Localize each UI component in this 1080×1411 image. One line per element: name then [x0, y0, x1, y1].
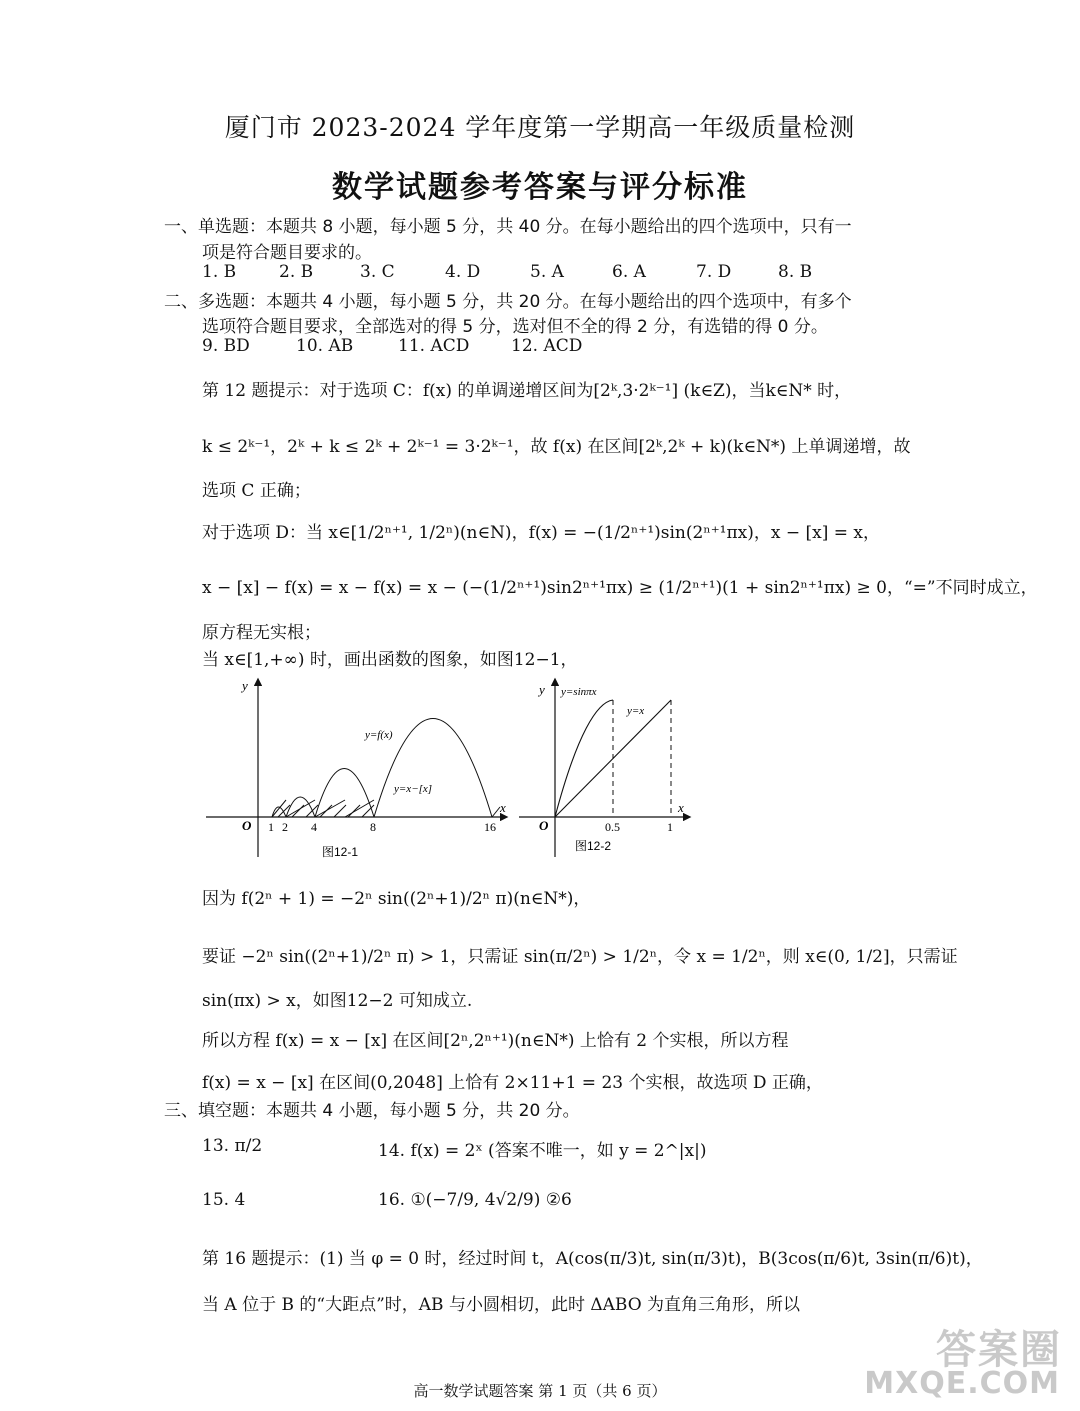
answer-1: 1. B	[202, 262, 237, 282]
answer-16: 16. ①(−7/9, 4√2/9) ②6	[378, 1190, 572, 1210]
hint12-line7: 当 x∈[1,+∞) 时，画出函数的图象，如图12−1，	[202, 650, 578, 670]
fig1-x-label: x	[500, 800, 506, 815]
hint12-line9: 要证 −2ⁿ sin((2ⁿ+1)/2ⁿ π) > 1，只需证 sin(π/2ⁿ) > 1/2ⁿ，令 x = 1/2ⁿ，则 x∈(0, 1/2]，只需证	[202, 947, 958, 967]
figure-12-2	[515, 672, 695, 862]
watermark-url: MXQE.COM	[864, 1366, 1060, 1401]
hint12-line6: 原方程无实根；	[202, 623, 321, 643]
page-footer: 高一数学试题答案 第 1 页（共 6 页）	[413, 1382, 667, 1400]
answer-10: 10. AB	[296, 336, 354, 356]
hint16-line2: 当 A 位于 B 的“大距点”时，AB 与小圆相切，此时 ΔABO 为直角三角形，所以	[202, 1295, 801, 1315]
hint12-line1: 第 12 题提示：对于选项 C：f(x) 的单调递增区间为[2ᵏ,3·2ᵏ⁻¹] (k∈Z)，当k∈N* 时，	[202, 381, 852, 401]
section3-heading: 三、填空题：本题共 4 小题，每小题 5 分，共 20 分。	[164, 1101, 580, 1121]
fig2-x-label: x	[678, 800, 684, 815]
fig2-sin-label: y=sinπx	[561, 686, 597, 698]
page-subtitle: 数学试题参考答案与评分标准	[332, 170, 748, 205]
fig1-caption: 图12-1	[322, 845, 359, 859]
hint12-line11: 所以方程 f(x) = x − [x] 在区间[2ⁿ,2ⁿ⁺¹)(n∈N*) 上恰有 2 个实根，所以方程	[202, 1031, 789, 1051]
hint12-line3: 选项 C 正确；	[202, 481, 311, 501]
fig2-origin: O	[539, 818, 549, 833]
fig2-line-label: y=x	[627, 705, 645, 717]
hint12-line12: f(x) = x − [x] 在区间(0,2048] 上恰有 2×11+1 = 23 个实根，故选项 D 正确，	[202, 1073, 823, 1093]
answer-8: 8. B	[778, 262, 813, 282]
answer-3: 3. C	[360, 262, 395, 282]
hint12-line4: 对于选项 D：当 x∈[1/2ⁿ⁺¹, 1/2ⁿ)(n∈N)，f(x) = −(1/2ⁿ⁺¹)sin(2ⁿ⁺¹πx)，x − [x] = x，	[202, 523, 880, 543]
fig2-caption: 图12-2	[575, 839, 612, 853]
fig1-origin: O	[242, 818, 252, 833]
fig1-fx-label: y=f(x)	[365, 729, 393, 741]
answer-13: 13. π/2	[202, 1136, 263, 1156]
fig2-tick-1: 1	[667, 820, 673, 834]
answer-7: 7. D	[696, 262, 732, 282]
page-title: 厦门市 2023-2024 学年度第一学期高一年级质量检测	[224, 113, 856, 142]
fig2-tick-0.5: 0.5	[605, 820, 620, 834]
fig1-tick-1: 1	[268, 820, 274, 834]
hint12-line5: x − [x] − f(x) = x − f(x) = x − (−(1/2ⁿ⁺¹)sin2ⁿ⁺¹πx) ≥ (1/2ⁿ⁺¹)(1 + sin2ⁿ⁺¹πx) ≥ 0，“=”不同时成立，	[202, 578, 1038, 598]
fig1-tick-16: 16	[484, 820, 496, 834]
fig1-tick-2: 2	[282, 820, 288, 834]
fig2-y-label: y	[539, 682, 545, 697]
section1-heading: 一、单选题：本题共 8 小题，每小题 5 分，共 40 分。在每小题给出的四个选项中，只有一	[164, 217, 852, 237]
answer-15: 15. 4	[202, 1190, 246, 1210]
answer-12: 12. ACD	[511, 336, 583, 356]
answer-6: 6. A	[612, 262, 646, 282]
hint12-line2: k ≤ 2ᵏ⁻¹，2ᵏ + k ≤ 2ᵏ + 2ᵏ⁻¹ = 3·2ᵏ⁻¹，故 f(x) 在区间[2ᵏ,2ᵏ + k)(k∈N*) 上单调递增，故	[202, 437, 911, 457]
answer-14: 14. f(x) = 2ˣ (答案不唯一，如 y = 2^|x|)	[378, 1141, 707, 1161]
watermark-logo: 答案圈	[936, 1327, 1062, 1373]
fig1-y-label: y	[242, 678, 248, 693]
answer-11: 11. ACD	[398, 336, 470, 356]
answer-2: 2. B	[279, 262, 314, 282]
answer-4: 4. D	[445, 262, 481, 282]
fig1-tick-8: 8	[370, 820, 376, 834]
hint12-line8: 因为 f(2ⁿ + 1) = −2ⁿ sin((2ⁿ+1)/2ⁿ π)(n∈N*)，	[202, 889, 591, 909]
figure-12-1	[200, 672, 520, 862]
answer-9: 9. BD	[202, 336, 250, 356]
hint12-line10: sin(πx) > x，如图12−2 可知成立.	[202, 991, 473, 1011]
section2-heading: 二、多选题：本题共 4 小题，每小题 5 分，共 20 分。在每小题给出的四个选项中，有多个	[164, 292, 852, 312]
fig1-gx-label: y=x−[x]	[394, 783, 433, 795]
section1-heading-cont: 项是符合题目要求的。	[202, 243, 372, 263]
answer-5: 5. A	[530, 262, 564, 282]
hint16-line1: 第 16 题提示：(1) 当 φ = 0 时，经过时间 t，A(cos(π/3)t, sin(π/3)t)，B(3cos(π/6)t, 3sin(π/6)t)，	[202, 1249, 983, 1269]
fig1-tick-4: 4	[311, 820, 317, 834]
section2-heading-cont: 选项符合题目要求，全部选对的得 5 分，选对但不全的得 2 分，有选错的得 0 分。	[202, 317, 828, 337]
